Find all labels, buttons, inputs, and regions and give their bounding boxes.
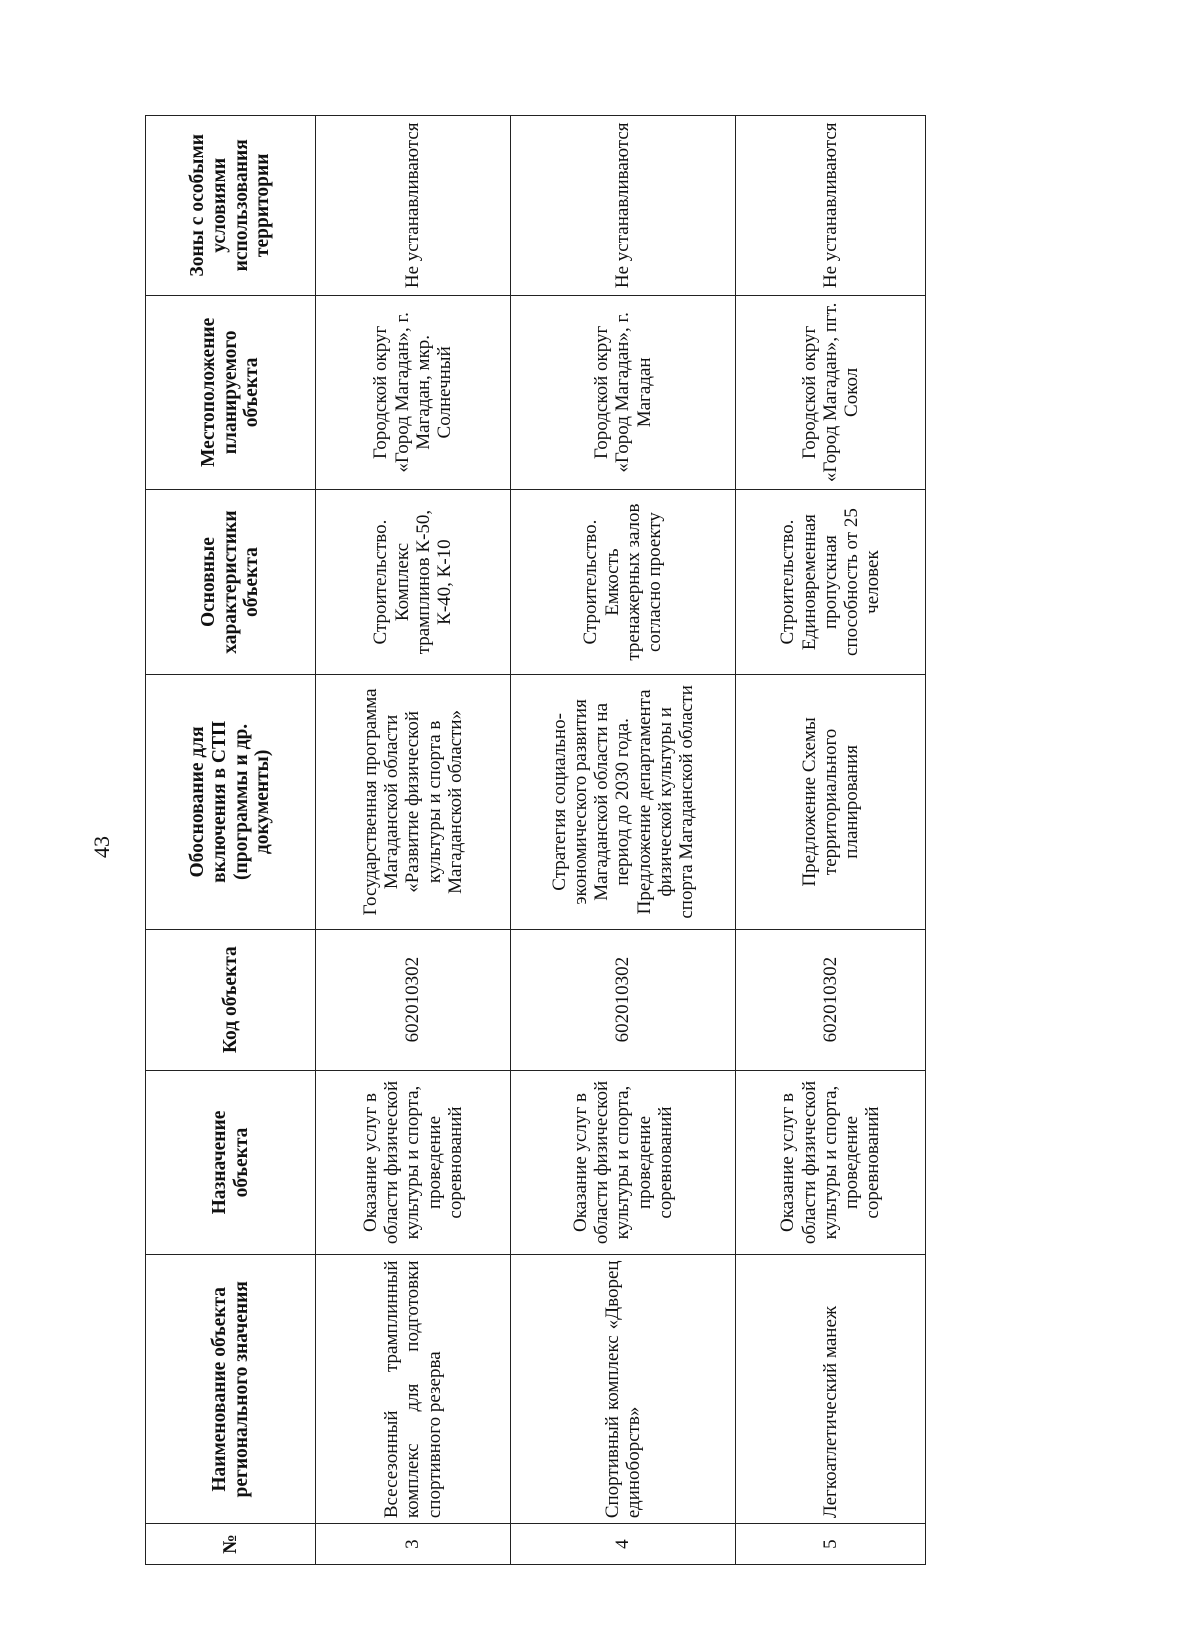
header-zones: Зоны с особыми условиями использования территории	[146, 116, 316, 296]
cell-characteristics: Строительство. Емкость тренажерных залов согласно проекту	[511, 490, 736, 675]
table-row	[736, 116, 926, 1565]
rotated-table-frame	[145, 115, 925, 1565]
cell-code: 602010302	[511, 929, 736, 1070]
page-number: 43	[89, 836, 114, 858]
header-purpose: Назначение объекта	[146, 1070, 316, 1255]
header-code: Код объекта	[146, 929, 316, 1070]
table-row	[316, 116, 511, 1565]
cell-name: Всесезонный трамплинный комплекс для подготовки спортивного резерва	[316, 1255, 511, 1524]
cell-basis: Предложение Схемы территориального планирования	[736, 675, 926, 930]
cell-characteristics: Строительство. Единовременная пропускная способность от 25 человек	[736, 490, 926, 675]
header-characteristics: Основные характеристики объекта	[146, 490, 316, 675]
table-row	[511, 116, 736, 1565]
regional-objects-table	[145, 115, 926, 1565]
cell-name: Спортивный комплекс «Дворец единоборств»	[511, 1255, 736, 1524]
cell-purpose: Оказание услуг в области физической культуры и спорта, проведение соревнований	[316, 1070, 511, 1255]
cell-zones: Не устанавливаются	[316, 116, 511, 296]
cell-location: Городской округ «Город Магадан», г. Магадан	[511, 295, 736, 490]
cell-zones: Не устанавливаются	[736, 116, 926, 296]
cell-purpose: Оказание услуг в области физической культуры и спорта, проведение соревнований	[511, 1070, 736, 1255]
header-name: Наименование объекта регионального значения	[146, 1255, 316, 1524]
cell-location: Городской округ «Город Магадан», г. Магадан, мкр. Солнечный	[316, 295, 511, 490]
cell-num: 3	[316, 1524, 511, 1565]
cell-code: 602010302	[736, 929, 926, 1070]
cell-zones: Не устанавливаются	[511, 116, 736, 296]
header-num: №	[146, 1524, 316, 1565]
cell-basis: Стратегия социально-экономического развития Магаданской области на период до 2030 года. Предложение департамента физической культуры и спорта Магаданской области	[511, 675, 736, 930]
table-container	[145, 115, 925, 1565]
cell-purpose: Оказание услуг в области физической культуры и спорта, проведение соревнований	[736, 1070, 926, 1255]
cell-code: 602010302	[316, 929, 511, 1070]
header-location: Местоположение планируемого объекта	[146, 295, 316, 490]
table-header-row	[146, 116, 316, 1565]
cell-location: Городской округ «Город Магадан», пгт. Сокол	[736, 295, 926, 490]
cell-num: 5	[736, 1524, 926, 1565]
header-basis: Обоснование для включения в СТП (программы и др. документы)	[146, 675, 316, 930]
cell-name: Легкоатлетический манеж	[736, 1255, 926, 1524]
cell-characteristics: Строительство. Комплекс трамплинов К-50, К-40, К-10	[316, 490, 511, 675]
cell-basis: Государственная программа Магаданской области «Развитие физической культуры и спорта в Магаданской области»	[316, 675, 511, 930]
cell-num: 4	[511, 1524, 736, 1565]
